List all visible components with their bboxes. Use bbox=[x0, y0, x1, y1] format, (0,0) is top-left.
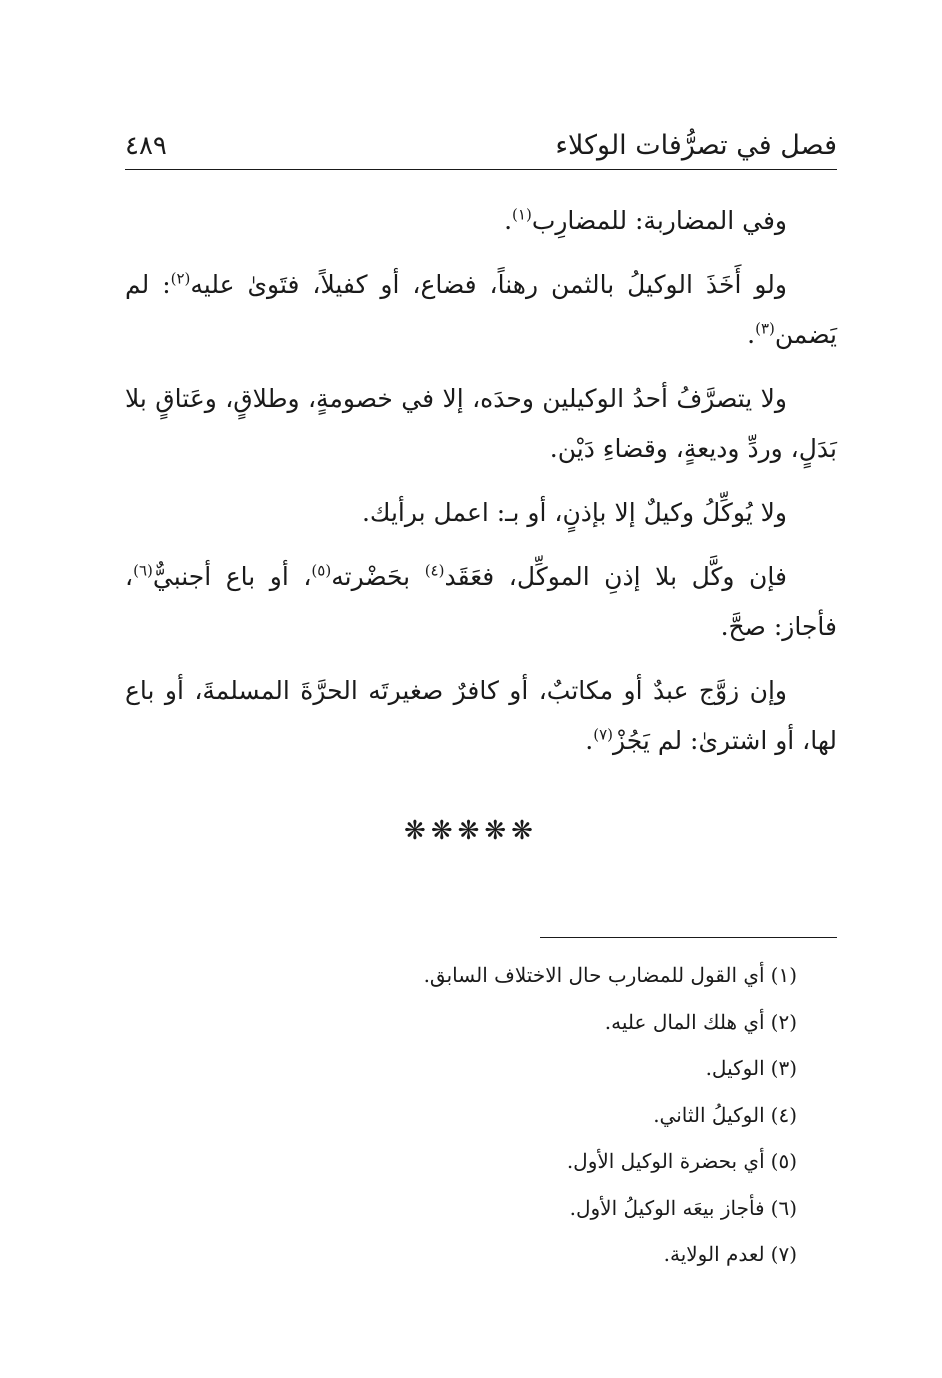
footnote-text: لعدم الولاية. bbox=[663, 1242, 765, 1266]
footnote-item bbox=[300, 952, 797, 999]
footnote-number: (٣) bbox=[770, 1056, 797, 1080]
paragraph-4: ولا يُوكِّلُ وكيلٌ إلا بإذنٍ، أو بـ: اعمل برأيك. bbox=[361, 498, 787, 527]
footnote-ref[interactable]: (٦) bbox=[133, 561, 153, 580]
chapter-title: فصل في تصرُّفات الوكلاء bbox=[555, 130, 837, 161]
footnote-text: فأجاز بيعَه الوكيلُ الأول. bbox=[569, 1195, 765, 1220]
footnote-number: (٤) bbox=[770, 1102, 797, 1127]
footnote-number: (٢) bbox=[770, 1009, 797, 1034]
section-separator: ❋❋❋❋❋ bbox=[404, 816, 538, 846]
paragraph-2: ولو أَخَذَ الوكيلُ بالثمن رهناً، فضاع، أو كفيلاً، فتَوىٰ عليه$^{(٢)}$: لم يَضمن$^{(٣)}$. bbox=[125, 269, 837, 349]
footnote-number: (٥) bbox=[770, 1149, 797, 1173]
footnote-number: (١) bbox=[770, 963, 797, 987]
footnote-text: أي هلك المال عليه. bbox=[604, 1009, 765, 1034]
footnote-ref[interactable]: (٧) bbox=[593, 725, 613, 744]
footnote-text: أي بحضرة الوكيل الأول. bbox=[566, 1149, 765, 1173]
main-text bbox=[125, 196, 837, 780]
paragraph-1: وفي المضاربة: للمضارِب$^{(١)}$. bbox=[504, 205, 787, 235]
footnote-text: الوكيلُ الثاني. bbox=[653, 1102, 765, 1127]
running-header bbox=[125, 124, 837, 170]
footnote-number: (٦) bbox=[770, 1195, 797, 1220]
footnote-item bbox=[300, 1092, 797, 1139]
footnotes-list bbox=[300, 952, 797, 1278]
footnote-item bbox=[300, 999, 797, 1046]
footnote-number: (٧) bbox=[770, 1242, 797, 1266]
footnote-ref[interactable]: (٥) bbox=[311, 561, 332, 580]
footnote-ref[interactable]: (٤) bbox=[424, 561, 445, 580]
footnote-rule bbox=[540, 937, 837, 938]
footnote-ref[interactable]: (١) bbox=[512, 205, 532, 224]
footnote-item bbox=[300, 1185, 797, 1232]
footnote-ref[interactable]: (٢) bbox=[170, 269, 191, 288]
footnote-item bbox=[300, 1231, 797, 1278]
page-number: ٤٨٩ bbox=[125, 131, 167, 161]
footnote-ref[interactable]: (٣) bbox=[755, 319, 775, 338]
footnote-text: الوكيل. bbox=[705, 1056, 765, 1080]
paragraph-3: ولا يتصرَّفُ أحدُ الوكيلين وحدَه، إلا في خصومةٍ، وطلاقٍ، وعَتاقٍ بلا بَدَلٍ، وردِّ وديعةٍ، وقضاءِ دَيْن. bbox=[125, 384, 837, 463]
footnote-item bbox=[300, 1045, 797, 1092]
footnote-item bbox=[300, 1138, 797, 1185]
paragraph-5: فإن وكَّل بلا إذنِ الموكِّل، فعَقَد$^{(٤)}$ بحَضْرته$^{(٥)}$، أو باع أجنبيٌّ$^{(٦)}$، فأجاز: صحَّ. bbox=[125, 561, 837, 641]
footnote-text: أي القول للمضارب حال الاختلاف السابق. bbox=[423, 963, 765, 987]
paragraph-6: وإن زوَّج عبدٌ أو مكاتبٌ، أو كافرٌ صغيرتَه الحرَّةَ المسلمةَ، أو باع لها، أو اشترىٰ: لم يَجُزْ$^{(٧)}$. bbox=[125, 676, 837, 755]
header-rule bbox=[125, 169, 837, 170]
